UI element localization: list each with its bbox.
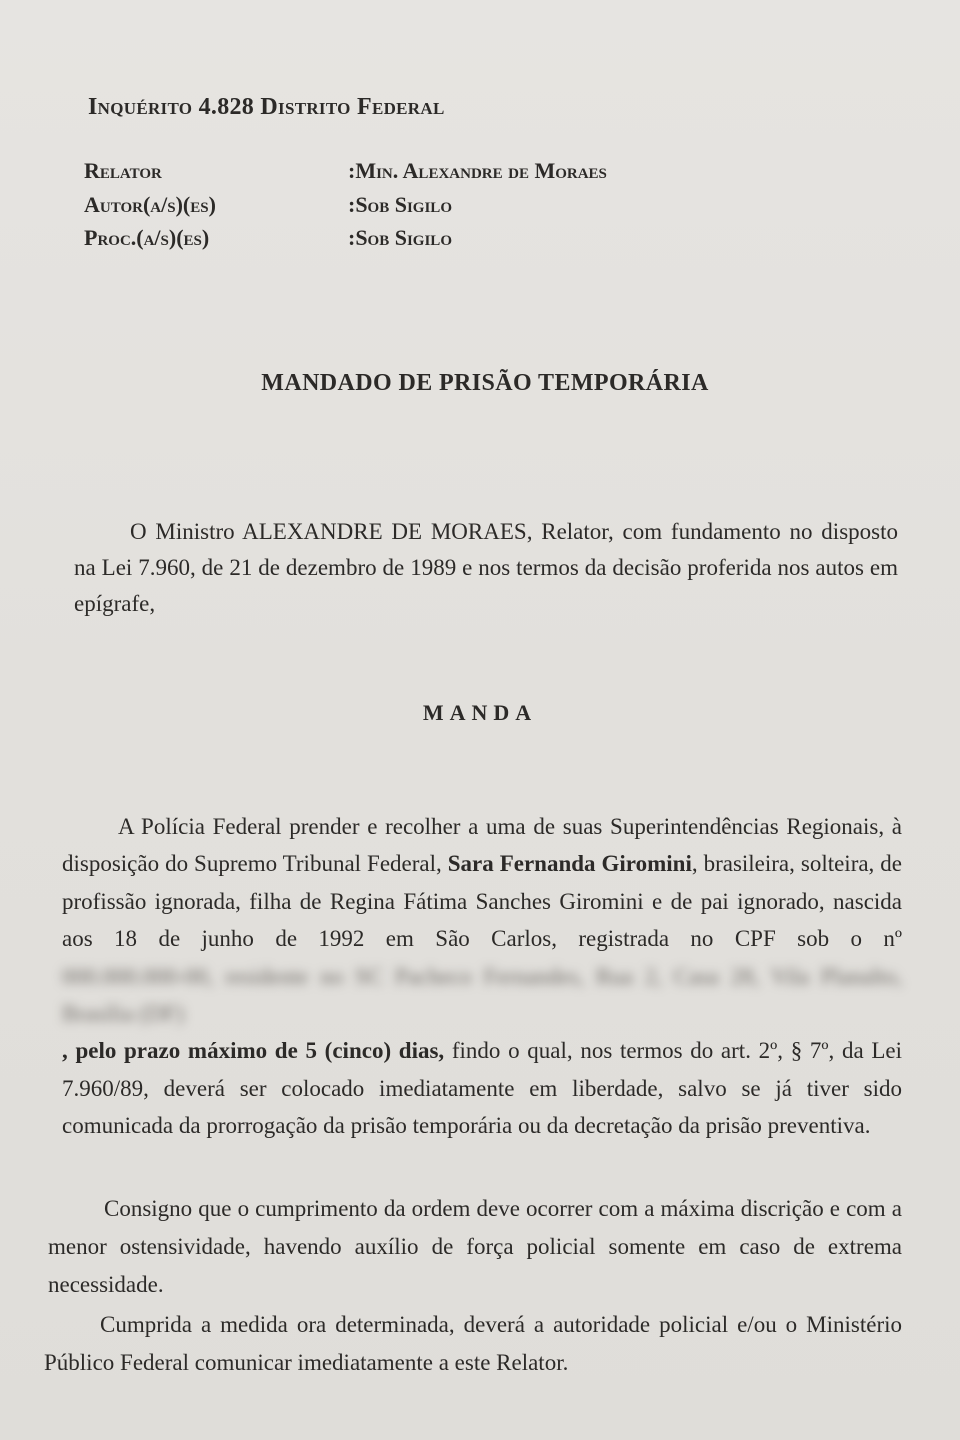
order-text-a: A Polícia Federal prender e recolher a uma de suas Superintendências Regionais, à disposição do Supremo Tribunal Federal, [62, 814, 902, 877]
order-paragraph [62, 808, 902, 1145]
meta-row-relator [84, 158, 607, 184]
order-text-b: , brasileira, solteira, de profissão ignorada, filha de Regina Fátima Sanches Giromini e de pai ignorado, nascida aos 18 de junho de 1992 em São Carlos, registrada no CPF sob o nº [62, 851, 902, 952]
subject-name: Sara Fernanda Giromini [447, 851, 692, 877]
document-title: MANDADO DE PRISÃO TEMPORÁRIA [261, 370, 709, 396]
meta-label-autor: Autor(a/s)(es) [84, 192, 216, 217]
intro-text: O Ministro ALEXANDRE DE MORAES, Relator, com fundamento no disposto na Lei 7.960, de 21 de dezembro de 1989 e nos termos da decisão proferida nos autos em epígrafe, [74, 519, 898, 616]
report-paragraph [44, 1306, 902, 1382]
report-text: Cumprida a medida ora determinada, deverá a autoridade policial e/ou o Ministério Público Federal comunicar imediatamente a este Relator. [44, 1312, 902, 1375]
meta-value-autor: :Sob Sigilo [348, 192, 452, 217]
order-text-c: findo o qual, nos termos do art. 2º, § 7º, da Lei 7.960/89, deverá ser colocado imediatamente em liberdade, salvo se já tiver sido comunicada da prorrogação da prisão temporária ou da decretação da prisão preventiva. [62, 1038, 902, 1139]
manda-heading: MANDA [422, 700, 538, 725]
discretion-paragraph [48, 1190, 902, 1304]
meta-value-relator: :Min. Alexandre de Moraes [348, 158, 607, 183]
inquerito-heading: Inquérito 4.828 Distrito Federal [88, 94, 445, 120]
meta-row-autor [84, 192, 452, 218]
redacted-personal-data: 000.000.000-00, residente no SC Pacheco Fernandes, Rua 2, Casa 28, Vila Planalto, Brasília (DF) [62, 963, 902, 1027]
meta-label-relator: Relator [84, 158, 162, 183]
meta-label-proc: Proc.(a/s)(es) [84, 225, 210, 250]
term-text: , pelo prazo máximo de 5 (cinco) dias, [62, 1038, 445, 1064]
meta-value-proc: :Sob Sigilo [348, 225, 452, 250]
intro-paragraph [74, 514, 898, 622]
discretion-text: Consigno que o cumprimento da ordem deve ocorrer com a máxima discrição e com a menor ostensividade, havendo auxílio de força policial somente em caso de extrema necessidade. [48, 1196, 902, 1297]
meta-row-proc [84, 225, 452, 251]
